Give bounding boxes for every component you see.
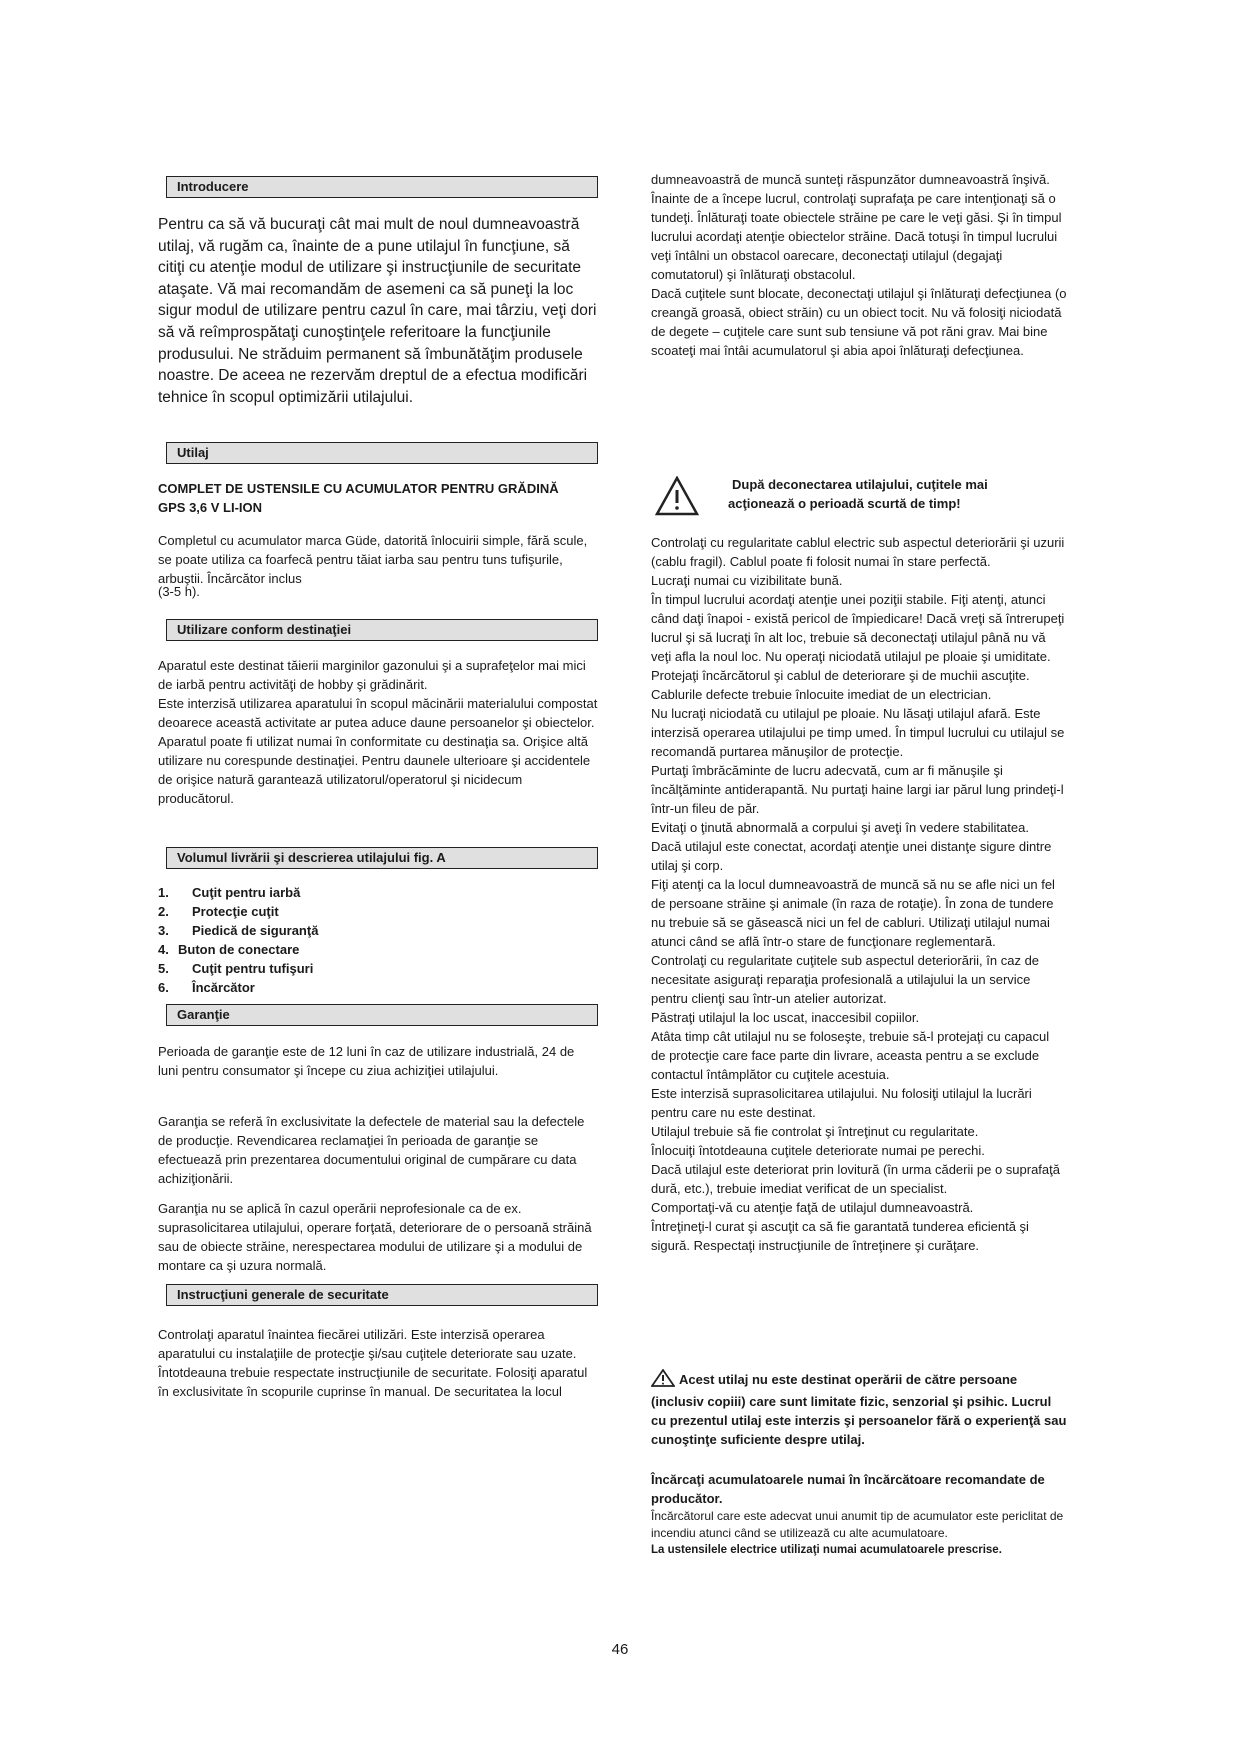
children-warning-block bbox=[651, 1369, 1067, 1449]
children-warning-text: Acest utilaj nu este destinat operării de către persoane (inclusiv copiii) care sunt limitate fizic, senzorial şi psihic. Lucrul cu prezentul utilaj este interzis şi persoanelor fără o experienţă sau cunoştinţe suficiente despre utilaj. bbox=[651, 1372, 1067, 1447]
charging-text: Încărcătorul care este adecvat unui anumit tip de acumulator este periclitat de incendiu atunci când se utilizează cu alte acumulatoare. bbox=[651, 1509, 1064, 1540]
safety-item: Controlaţi cu regularitate cuţitele sub aspectul deteriorării, în caz de necesitate asiguraţi reparaţia profesională a utilajului la un service pentru clienţi sau într-un atelier autorizat. bbox=[651, 953, 1040, 1006]
section-heading-introducere: Introducere bbox=[166, 176, 598, 198]
delivery-list bbox=[158, 883, 578, 997]
charging-block bbox=[651, 1470, 1069, 1559]
section-heading-garantie: Garanţie bbox=[166, 1004, 598, 1026]
safety-item: Evitaţi o ţinută abnormală a corpului şi aveţi în vedere stabilitatea. bbox=[651, 820, 1029, 835]
safety-item: Utilajul trebuie să fie controlat şi întreţinut cu regularitate. bbox=[651, 1124, 979, 1139]
list-item-number: 2. bbox=[158, 904, 169, 919]
warranty-paragraph: Garanţia nu se aplică în cazul operării neprofesionale ca de ex. suprasolicitarea utilajului, operare forţată, deteriorare de o persoană străină sau de obiecte străine, nerespectarea modului de utilizare şi a modului de montare ca şi uzura normală. bbox=[158, 1201, 592, 1273]
section-heading-instructiuni-securitate: Instrucţiuni generale de securitate bbox=[166, 1284, 598, 1306]
product-description-charge-time: (3-5 h). bbox=[158, 584, 200, 599]
list-item-number: 5. bbox=[158, 961, 169, 976]
warning-text-line1: După deconectarea utilajului, cuţitele mai bbox=[732, 477, 988, 492]
warning-triangle-icon bbox=[655, 476, 699, 521]
safety-item: Lucraţi numai cu vizibilitate bună. bbox=[651, 573, 843, 588]
list-item-number: 3. bbox=[158, 923, 169, 938]
list-item-label: Încărcător bbox=[192, 980, 255, 995]
list-item bbox=[158, 940, 578, 959]
usage-paragraph: Aparatul este destinat tăierii marginilor gazonului şi a suprafeţelor mai mici de iarbă pentru activităţi de hobby şi grădinărit. bbox=[158, 658, 586, 692]
warranty-paragraph: Perioada de garanţie este de 12 luni în caz de utilizare industrială, 24 de luni pentru consumator şi începe cu ziua achiziţiei utilajului. bbox=[158, 1044, 575, 1078]
safety-item: Purtaţi îmbrăcăminte de lucru adecvată, cum ar fi mănuşile şi încălţăminte antiderapantă. Nu purtaţi haine largi iar părul lung prindeţi-l într-un fileu de păr. bbox=[651, 763, 1064, 816]
safety-continuation-paragraph: Înainte de a începe lucrul, controlaţi suprafaţa pe care intenţionaţi să o tundeţi. Înlăturaţi toate obiectele străine pe care le veţi găsi. Şi în timpul lucrului acordaţi atenţie obiectelor străine. Dacă totuşi în timpul lucrului veţi întâlni un obstacol oarecare, deconectaţi utilajul (degajaţi comutatorul) şi înlăturaţi obstacolul. bbox=[651, 191, 1062, 282]
safety-item: Fiţi atenţi ca la locul dumneavoastră de muncă să nu se afle nici un fel de persoane străine şi animale (în raza de rotaţie). În zona de tundere nu trebuie să se găsească nici un fel de cabluri. Utilizaţi utilajul numai atunci când se află într-o stare de funcţionare reglementară. bbox=[651, 877, 1055, 949]
charging-title: Încărcaţi acumulatoarele numai în încărcătoare recomandate de producător. bbox=[651, 1472, 1045, 1506]
list-item bbox=[158, 959, 578, 978]
list-item-number: 6. bbox=[158, 980, 169, 995]
safety-item: Atâta timp cât utilajul nu se foloseşte, trebuie să-l protejaţi cu capacul de protecţie care face parte din livrare, aceasta pentru a se exclude contactul întâmplător cu cuţitele acestuia. bbox=[651, 1029, 1050, 1082]
product-title: COMPLET DE USTENSILE CU ACUMULATOR PENTRU GRĂDINĂ GPS 3,6 V LI-ION bbox=[158, 481, 559, 515]
safety-continuation-paragraph: Dacă cuţitele sunt blocate, deconectaţi utilajul şi înlăturaţi defecţiunea (o creangă groasă, obiect străin) cu un obiect tocit. Nu vă folosiţi niciodată de degete – cuţitele care sunt sub tensiune vă pot răni grav. Mai bine scoateţi mai întâi acumulatorul şi abia apoi înlăturaţi defecţiunea. bbox=[651, 286, 1067, 358]
list-item-label: Protecţie cuţit bbox=[192, 904, 279, 919]
safety-continuation-paragraph: dumneavoastră de muncă sunteţi răspunzător dumneavoastră înşivă. bbox=[651, 172, 1050, 187]
right-column-intro bbox=[651, 170, 1069, 360]
safety-item: Protejaţi încărcătorul şi cablul de deteriorare şi de muchii ascuţite. Cablurile defecte trebuie înlocuite imediat de un electrician. bbox=[651, 668, 1030, 702]
safety-item: Înlocuiţi întotdeauna cuţitele deteriorate numai pe perechi. bbox=[651, 1143, 985, 1158]
list-item-label: Cuţit pentru iarbă bbox=[192, 885, 301, 900]
list-item bbox=[158, 921, 578, 940]
product-description: Completul cu acumulator marca Güde, datorită înlocuirii simple, fără scule, se poate utiliza ca foarfecă pentru tăiat iarba sau pentru tuns tufişurile, arbuştii. Încărcător inclus bbox=[158, 533, 588, 586]
safety-item: Este interzisă suprasolicitarea utilajului. Nu folosiţi utilajul la lucrări pentru care nu este destinat. bbox=[651, 1086, 1032, 1120]
section-heading-utilaj: Utilaj bbox=[166, 442, 598, 464]
usage-text bbox=[158, 656, 598, 808]
warning-box bbox=[728, 475, 1068, 513]
safety-item: Dacă utilajul este deteriorat prin lovitură (în urma căderii pe o suprafaţă dură, etc.), trebuie imediat verificat de un specialist. bbox=[651, 1162, 1060, 1196]
page-number: 46 bbox=[611, 1641, 629, 1658]
safety-item: Întreţineţi-l curat şi ascuţit ca să fie garantată tunderea eficientă şi sigură. Respectaţi instrucţiunile de întreţinere şi curăţare. bbox=[651, 1219, 1029, 1253]
list-item-label: Piedică de siguranţă bbox=[192, 923, 319, 938]
warning-text-line2: acţionează o perioadă scurtă de timp! bbox=[728, 496, 961, 511]
safety-item: Controlaţi cu regularitate cablul electric sub aspectul deteriorării şi uzurii (cablu fragil). Cablul poate fi folosit numai în stare perfectă. bbox=[651, 535, 1065, 569]
charging-bold-note: La ustensilele electrice utilizaţi numai acumulatoarele prescrise. bbox=[651, 1544, 1002, 1556]
safety-list bbox=[651, 533, 1067, 1255]
list-item bbox=[158, 978, 578, 997]
list-item-label: Cuţit pentru tufişuri bbox=[192, 961, 314, 976]
list-item-number: 4. bbox=[158, 942, 169, 957]
safety-item: Dacă utilajul este conectat, acordaţi atenţie unei distanţe sigure dintre utilaj şi corp. bbox=[651, 839, 1052, 873]
usage-paragraph: Aparatul poate fi utilizat numai în conformitate cu destinaţia sa. Orişice altă utilizare nu corespunde destinaţiei. Pentru daunele ulterioare şi accidentele de orişice natură garantează utilizatorul/operatorul şi nicidecum producătorul. bbox=[158, 734, 591, 806]
list-item bbox=[158, 883, 578, 902]
safety-item: Nu lucraţi niciodată cu utilajul pe ploaie. Nu lăsaţi utilajul afară. Este interzisă operarea utilajului pe timp umed. În timpul lucrului cu utilajul se recomandă purtarea mănuşilor de protecţie. bbox=[651, 706, 1065, 759]
usage-paragraph: Este interzisă utilizarea aparatului în scopul măcinării materialului compostat deoarece această activitate ar putea aduce daune persoanelor şi obiectelor. bbox=[158, 696, 598, 730]
section-heading-utilizare: Utilizare conform destinaţiei bbox=[166, 619, 598, 641]
list-item-label: Buton de conectare bbox=[178, 942, 300, 957]
safety-item: Păstraţi utilajul la loc uscat, inaccesibil copiilor. bbox=[651, 1010, 920, 1025]
list-item-number: 1. bbox=[158, 885, 169, 900]
section-heading-volumul-livrarii: Volumul livrării şi descrierea utilajului fig. A bbox=[166, 847, 598, 869]
warning-triangle-small-icon bbox=[651, 1369, 675, 1392]
safety-item: Comportaţi-vă cu atenţie faţă de utilajul dumneavoastră. bbox=[651, 1200, 974, 1215]
safety-item: În timpul lucrului acordaţi atenţie unei poziţii stabile. Fiţi atenţi, atunci când daţi înapoi - există pericol de împiedicare! Dacă vreţi să întrerupeţi lucrul şi să lucraţi în alt loc, trebuie să deconectaţi utilajul până nu vă veţi afla la noul loc. Nu operaţi niciodată utilajul pe ploaie şi umiditate. bbox=[651, 592, 1065, 664]
warranty-paragraph: Garanţia se referă în exclusivitate la defectele de material sau la defectele de producţie. Revendicarea reclamaţiei în perioada de garanţie se efectuează prin prezentarea documentului original de cumpărare cu data achiziţionării. bbox=[158, 1114, 585, 1186]
intro-paragraph: Pentru ca să vă bucuraţi cât mai mult de noul dumneavoastră utilaj, vă rugăm ca, înainte de a pune utilajul în funcţiune, să citiţi cu atenţie modul de utilizare şi instrucţiunile de securitate ataşate. Vă mai recomandăm de asemeni ca să puneţi la loc sigur modul de utilizare pentru cazul în care, mai târziu, veţi dori să vă reîmprospătaţi cunoştinţele referitoare la funcţiunile produsului. Ne străduim permanent să îmbunătăţim produsele noastre. De aceea ne rezervăm dreptul de a efectua modificări tehnice în scopul optimizării utilajului. bbox=[158, 216, 597, 406]
safety-paragraph: Controlaţi aparatul înaintea fiecărei utilizări. Este interzisă operarea aparatului cu instalaţiile de protecţie şi/sau cuţitele deteriorate sau uzate. Întotdeauna trebuie respectate instrucţiunile de securitate. Folosiţi aparatul în exclusivitate în scopurile cuprinse în manual. De securitatea la locul bbox=[158, 1327, 588, 1399]
list-item bbox=[158, 902, 578, 921]
